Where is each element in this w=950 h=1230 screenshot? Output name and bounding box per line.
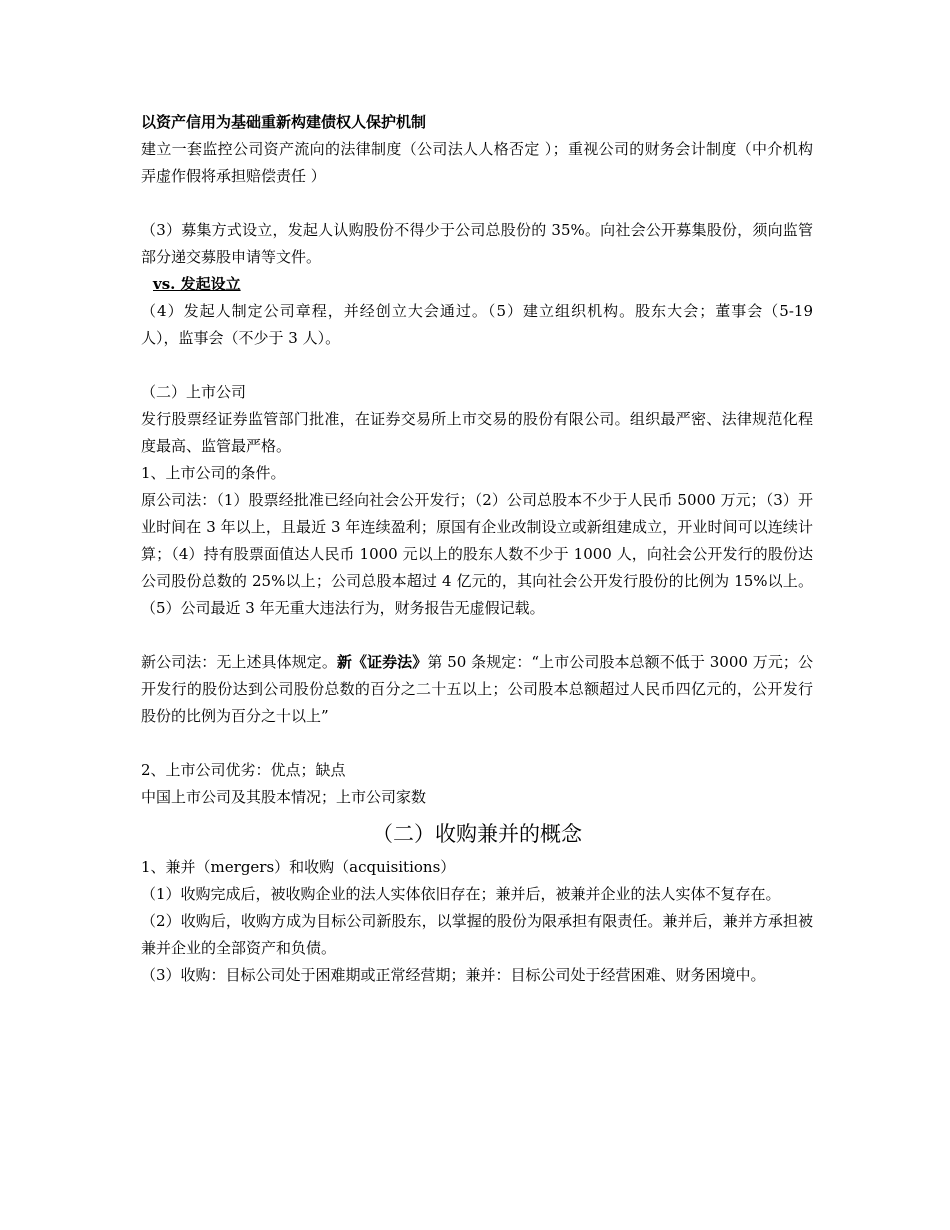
blank-line: [141, 730, 813, 757]
paragraph-merger-point-3: （3）收购：目标公司处于困难期或正常经营期；兼并：目标公司处于经营困难、财务困境中。: [141, 966, 766, 984]
paragraph-merger-point-1: （1）收购完成后，被收购企业的法人实体依旧存在；兼并后，被兼并企业的法人实体不复存在。: [141, 885, 781, 903]
new-law-intro: 新公司法：无上述具体规定。: [141, 653, 337, 671]
vs-founding-label: vs. 发起设立: [153, 275, 241, 293]
paragraph-founding-steps: （4）发起人制定公司章程，并经创立大会通过。（5）建立组织机构。股东大会；董事会（5-19 人），监事会（不少于 3 人）。: [141, 302, 813, 347]
paragraph-merger-point-2: （2）收购后，收购方成为目标公司新股东，以掌握的股份为限承担有限责任。兼并后，兼并方承担被兼并企业的全部资产和负债。: [141, 912, 813, 957]
paragraph-listed-definition: 发行股票经证券监管部门批准，在证券交易所上市交易的股份有限公司。组织最严密、法律规范化程度最高、监管最严格。: [141, 410, 813, 455]
paragraph-china-listed: 中国上市公司及其股本情况；上市公司家数: [141, 788, 427, 806]
item-pros-cons: 2、上市公司优劣：优点；缺点: [141, 761, 346, 779]
item-mergers-acquisitions: 1、兼并（mergers）和收购（acquisitions）: [141, 858, 456, 876]
section-listed-company: （二）上市公司: [141, 383, 247, 401]
paragraph-old-company-law: 原公司法：（1）股票经批准已经向社会公开发行；（2）公司总股本不少于人民币 5000 万元；（3）开业时间在 3 年以上，且最近 3 年连续盈利；原国有企业改制设立或新组建成立，开业时间可以连续计算；（4）持有股票面值达人民币 1000 元以上的股东人数不少于 1000 人，向社会公开发行的股份达公司股份总数的 25%以上；公司总股本超过 4 亿元的，其向社会公开发行股份的比例为 15%以上。（5）公司最近 3 年无重大违法行为，财务报告无虚假记载。: [141, 491, 813, 617]
blank-line: [141, 190, 813, 217]
heading-creditor-protection: 以资产信用为基础重新构建债权人保护机制: [141, 113, 427, 131]
securities-law-title: 新《证券法》: [336, 653, 428, 671]
item-listing-conditions: 1、上市公司的条件。: [141, 464, 286, 482]
blank-line: [141, 352, 813, 379]
paragraph-asset-monitoring: 建立一套监控公司资产流向的法律制度（公司法人人格否定 ）；重视公司的财务会计制度（中介机构弄虚作假将承担赔偿责任 ）: [141, 140, 813, 185]
heading-merger-concept: （二）收购兼并的概念: [372, 822, 582, 846]
paragraph-raising-method: （3）募集方式设立，发起人认购股份不得少于公司总股份的 35%。向社会公开募集股份，须向监管部分递交募股申请等文件。: [141, 221, 813, 266]
document-page: [141, 109, 813, 989]
article-50-text: 第 50 条规定：“上市公司股本总额不低于 3000 万元；公开发行的股份达到公司股份总数的百分之二十五以上；公司股本总额超过人民币四亿元的，公开发行股份的比例为百分之十以上”: [141, 653, 813, 725]
paragraph-new-company-law: [141, 649, 813, 730]
blank-line: [141, 622, 813, 649]
